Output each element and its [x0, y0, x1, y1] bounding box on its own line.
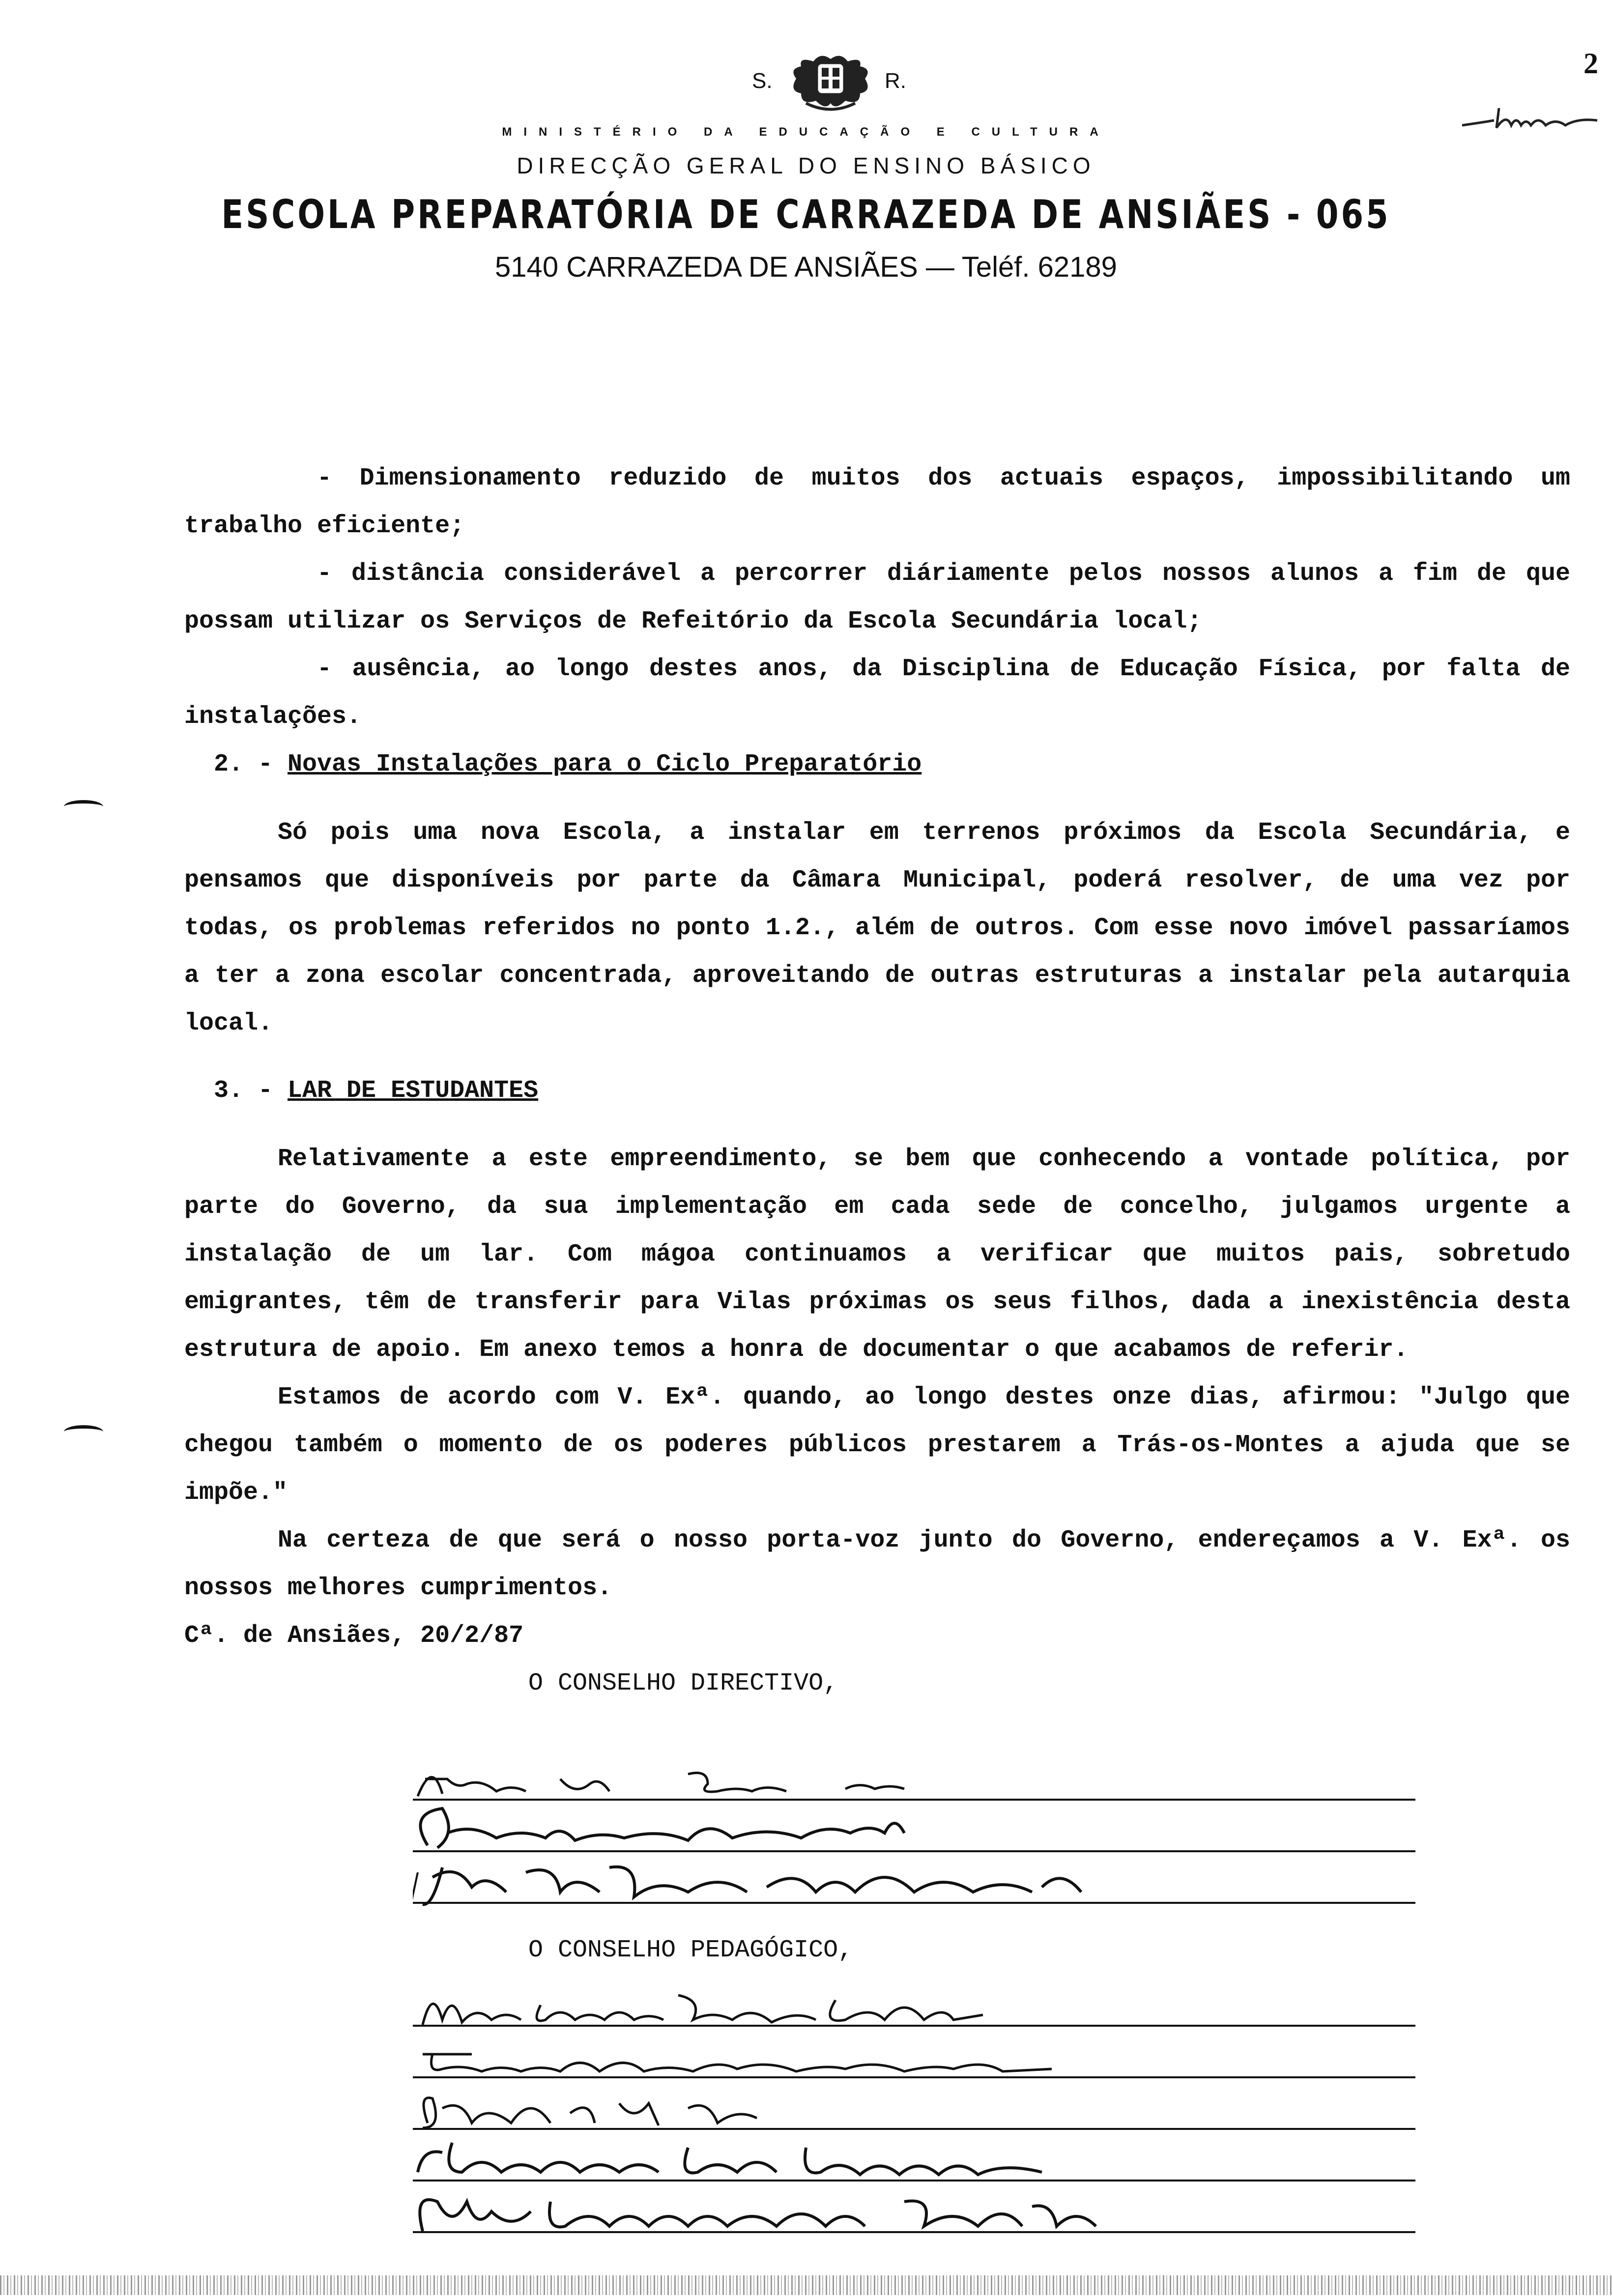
section-2-heading	[184, 741, 1570, 788]
directivo-signatures	[413, 1750, 1415, 1907]
direccao-line: DIRECÇÃO GERAL DO ENSINO BÁSICO	[517, 153, 1095, 178]
letterhead-top	[0, 49, 1612, 108]
page-number: 2	[1583, 47, 1598, 80]
school-name: ESCOLA PREPARATÓRIA DE CARRAZEDA DE ANSIÃES - 065	[221, 192, 1391, 237]
school-address: 5140 CARRAZEDA DE ANSIÃES — Teléf. 62189	[495, 251, 1117, 283]
handwritten-initials	[1460, 98, 1602, 138]
section-2-number: 2. -	[214, 750, 288, 778]
paragraph-3: - ausência, ao longo destes anos, da Disciplina de Educação Física, por falta de instalações.	[184, 655, 1570, 731]
section-3-number: 3. -	[214, 1077, 288, 1105]
section-3-heading	[184, 1067, 1570, 1115]
letter-body	[184, 455, 1570, 1707]
section-3-title: LAR DE ESTUDANTES	[288, 1077, 539, 1105]
pedagogico-handwritten-signatures	[413, 1985, 1415, 2241]
margin-mark	[64, 1425, 103, 1438]
paragraph-4: Só pois uma nova Escola, a instalar em terrenos próximos da Escola Secundária, e pensamos que disponíveis por parte da Câmara Municipal, poderá resolver, de uma vez por todas, os problemas referidos no ponto 1.2., além de outros. Com esse novo imóvel passaríamos a ter a zona escolar concentrada, aproveitando de outras estruturas a instalar pela autarquia local.	[184, 819, 1570, 1037]
ministry-line: MINISTÉRIO DA EDUCAÇÃO E CULTURA	[502, 125, 1110, 139]
pedagogico-label: O CONSELHO PEDAGÓGICO,	[528, 1936, 853, 1964]
coat-of-arms-icon	[786, 49, 875, 113]
place-date: Cª. de Ansiães, 20/2/87	[184, 1622, 524, 1650]
paragraph-6: Estamos de acordo com V. Exª. quando, ao longo destes onze dias, afirmou: "Julgo que chegou também o momento de os poderes públicos prestarem a Trás-os-Montes a ajuda que se impõe."	[184, 1383, 1570, 1507]
margin-mark	[64, 800, 103, 813]
scan-edge-noise	[0, 2275, 1612, 2295]
directivo-label: O CONSELHO DIRECTIVO,	[528, 1669, 838, 1697]
paragraph-1: - Dimensionamento reduzido de muitos dos actuais espaços, impossibilitando um trabalho eficiente;	[184, 464, 1570, 540]
paragraph-7: Na certeza de que será o nosso porta-voz junto do Governo, endereçamos a V. Exª. os nossos melhores cumprimentos.	[184, 1526, 1570, 1602]
section-2-title: Novas Instalações para o Ciclo Preparatório	[288, 750, 922, 778]
directivo-handwritten-signatures	[413, 1750, 1415, 1907]
pedagogico-signatures	[413, 1985, 1415, 2241]
letterhead-s: S.	[752, 69, 773, 93]
paragraph-2: - distância considerável a percorrer diáriamente pelos nossos alunos a fim de que possam utilizar os Serviços de Refeitório da Escola Secundária local;	[184, 560, 1570, 635]
letterhead-r: R.	[885, 69, 906, 93]
paragraph-5: Relativamente a este empreendimento, se bem que conhecendo a vontade política, por parte do Governo, da sua implementação em cada sede de concelho, julgamos urgente a instalação de um lar. Com mágoa continuamos a verificar que muitos pais, sobretudo emigrantes, têm de transferir para Vilas próximas os seus filhos, dada a inexistência desta estrutura de apoio. Em anexo temos a honra de documentar o que acabamos de referir.	[184, 1145, 1570, 1364]
